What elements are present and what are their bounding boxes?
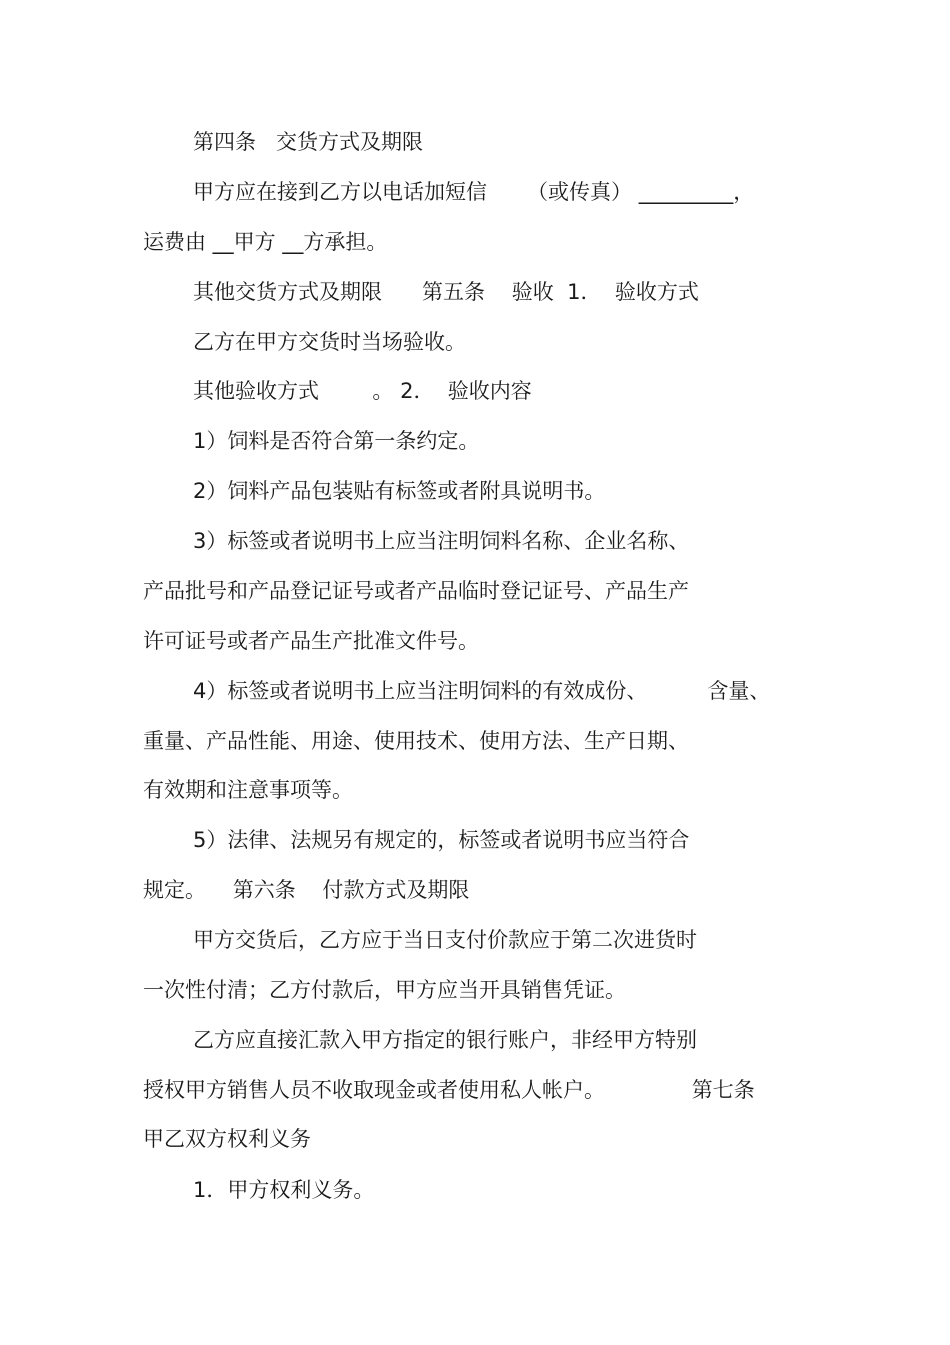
article-4-heading: 第四条 交货方式及期限 [193,130,424,154]
list-item: 5）法律、法规另有规定的，标签或者说明书应当符合 [193,828,690,852]
paragraph-line: 规定。 第六条 付款方式及期限 [143,878,470,902]
list-item: 2）饲料产品包装贴有标签或者附具说明书。 [193,479,606,503]
list-item: 1）饲料是否符合第一条约定。 [193,429,480,453]
list-item: 1．甲方权利义务。 [193,1178,375,1202]
paragraph-line: 甲方应在接到乙方以电话加短信 （或传真） _________， [193,180,755,204]
paragraph-line: 其他交货方式及期限 第五条 验收 1． 验收方式 [193,280,699,304]
paragraph-line: 有效期和注意事项等。 [143,778,353,802]
paragraph-line: 甲乙双方权利义务 [143,1127,311,1151]
paragraph-line: 甲方交货后，乙方应于当日支付价款应于第二次进货时 [193,928,697,952]
paragraph-line: 乙方在甲方交货时当场验收。 [193,330,466,354]
list-item: 4）标签或者说明书上应当注明饲料的有效成份、 含量、 [193,679,771,703]
paragraph-line: 一次性付清；乙方付款后，甲方应当开具销售凭证。 [143,978,626,1002]
paragraph-line: 重量、产品性能、用途、使用技术、使用方法、生产日期、 [143,729,689,753]
paragraph-line: 产品批号和产品登记证号或者产品临时登记证号、产品生产 [143,579,689,603]
paragraph-line: 运费由 __甲方 __方承担。 [143,230,388,254]
paragraph-line: 授权甲方销售人员不收取现金或者使用私人帐户。 第七条 [143,1078,755,1102]
list-item: 3）标签或者说明书上应当注明饲料名称、企业名称、 [193,529,690,553]
paragraph-line: 乙方应直接汇款入甲方指定的银行账户，非经甲方特别 [193,1028,697,1052]
paragraph-line: 其他验收方式 。 2． 验收内容 [193,379,532,403]
paragraph-line: 许可证号或者产品生产批准文件号。 [143,629,479,653]
